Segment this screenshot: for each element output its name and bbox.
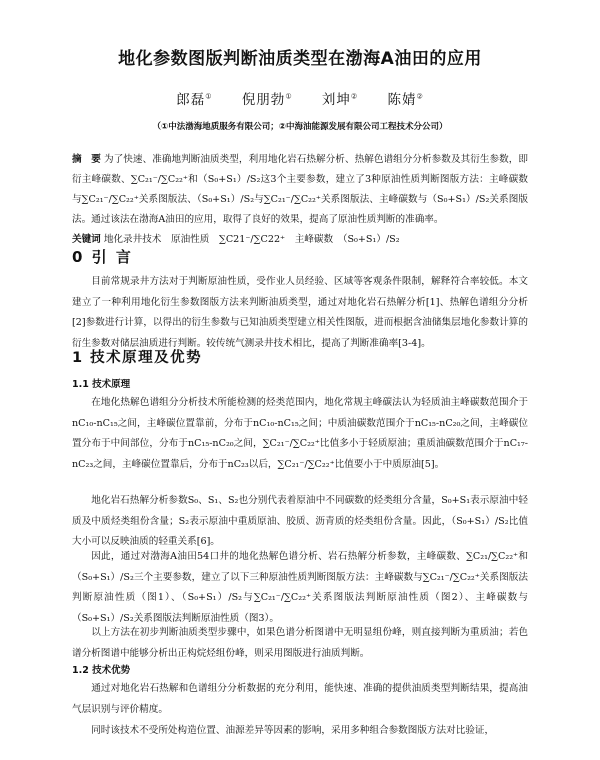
- body-paragraph: 在地化热解色谱组分分析技术所能检测的烃类范围内，地化常规主峰碳法认为轻质油主峰碳数范围介于nC₁₀-nC₁₅之间，主峰碳位置靠前，分布于nC₁₀-nC₁₅之间；中质油碳数范围介于nC₁₅-nC₂₀之间，主峰碳位置分布于中间部位，分布于nC₁₅-nC₂₀之间，∑C₂₁⁻/∑C₂₂⁺比值多小于轻质原油；重质油碳数范围介于nC₁₇-nC₂₃之间，主峰碳位置靠后，分布于nC₂₃以后，∑C₂₁⁻/∑C₂₂⁺比值要小于中质原油[5]。: [72, 397, 528, 470]
- author-mark: ②: [416, 92, 424, 101]
- abstract-text: 为了快速、准确地判断油质类型，利用地化岩石热解分析、热解色谱组分分析参数及其衍生参数，即衍主峰碳数、∑C₂₁⁻/∑C₂₂⁺和（S₀+S₁）/S₂这3个主要参数，建立了3种原油性质判断图版方法：主峰碳数与∑C₂₁⁻/∑C₂₂⁺关系图版法、（S₀+S₁）/S₂与∑C₂₁⁻/∑C₂₂⁺关系图版法、主峰碳数与（S₀+S₁）/S₂关系图版法。通过该法在渤海A油田的应用，取得了良好的效果，提高了原油性质判断的准确率。: [72, 154, 528, 225]
- author-mark: ②: [350, 92, 359, 101]
- body-paragraph: 同时该技术不受所处构造位置、油源差异等因素的影响，采用多种组合参数图版方法对比验证，: [91, 725, 495, 736]
- author-name: 陈婧: [387, 92, 417, 108]
- abstract-label: 摘 要: [72, 154, 101, 165]
- body-paragraph: 以上方法在初步判断油质类型步骤中，如果色谱分析图谱中无明显组份峰，则直接判断为重质油；若色谱分析图谱中能够分析出正构烷烃组份峰，则采用图版进行油质判断。: [72, 627, 528, 659]
- body-paragraph: 通过对地化岩石热解和色谱组分分析数据的充分利用，能快速、准确的提供油质类型判断结果，提高油气层识别与评价精度。: [72, 683, 528, 715]
- author-list: [0, 88, 600, 108]
- author: [176, 92, 212, 108]
- author-name: 倪朋勃: [241, 92, 286, 108]
- keywords-text: 地化录井技术 原油性质 ∑C21⁻/∑C22⁺ 主峰碳数 （S₀+S₁）/S₂: [103, 234, 400, 245]
- author-mark: ①: [285, 92, 293, 101]
- author-name: 刘坤: [321, 92, 351, 108]
- keywords-label: 关键词: [72, 234, 101, 245]
- subsection-heading: 1.2 技术优势: [72, 665, 131, 676]
- author: [387, 92, 423, 108]
- author: [242, 92, 293, 108]
- subsection-heading: 1.1 技术原理: [72, 379, 131, 390]
- author: [322, 92, 358, 108]
- section-heading-intro: 0 引 言: [72, 248, 133, 266]
- body-paragraph: 地化岩石热解分析参数S₀、S₁、S₂也分别代表着原油中不同碳数的烃类组分含量，S₀+S₁表示原油中轻质及中质烃类组份含量；S₂表示原油中重质原油、胶质、沥青质的烃类组份含量。因此，（S₀+S₁）/S₂比值大小可以反映油质的轻重关系[6]。: [72, 495, 528, 547]
- body-paragraph: 因此，通过对渤海A油田54口井的地化热解色谱分析、岩石热解分析参数，主峰碳数、∑C₂₁/∑C₂₂⁺和（S₀+S₁）/S₂三个主要参数，建立了以下三种原油性质判断图版方法：主峰碳数与∑C₂₁⁻/∑C₂₂⁺关系图版法判断原油性质（图1）、（S₀+S₁）/S₂与∑C₂₁⁻/∑C₂₂⁺关系图版法判断原油性质（图2）、主峰碳数与（S₀+S₁）/S₂关系图版法判断原油性质（图3）。: [72, 551, 528, 624]
- author-mark: ①: [205, 92, 213, 101]
- author-name: 郎磊: [176, 92, 206, 108]
- intro-paragraph: 目前常规录井方法对于判断原油性质，受作业人员经验、区域等客观条件限制，解释符合率较低。本文建立了一种利用地化衍生参数图版方法来判断油质类型，通过对地化岩石热解分析[1]、热解色谱组分分析[2]参数进行计算，以得出的衍生参数与已知油质类型建立相关性图版，进而根据含油储集层地化参数计算的衍生参数对储层油质进行判断。较传统气测录井技术相比，提高了判断准确率[3-4]。: [72, 276, 528, 349]
- affiliations: （①中法渤海地质服务有限公司；②中海油能源发展有限公司工程技术分公司）: [152, 122, 448, 132]
- paper-title: 地化参数图版判断油质类型在渤海A油田的应用: [118, 49, 482, 69]
- abstract: [72, 150, 528, 250]
- section-heading-principle: 1 技术原理及优势: [72, 350, 203, 366]
